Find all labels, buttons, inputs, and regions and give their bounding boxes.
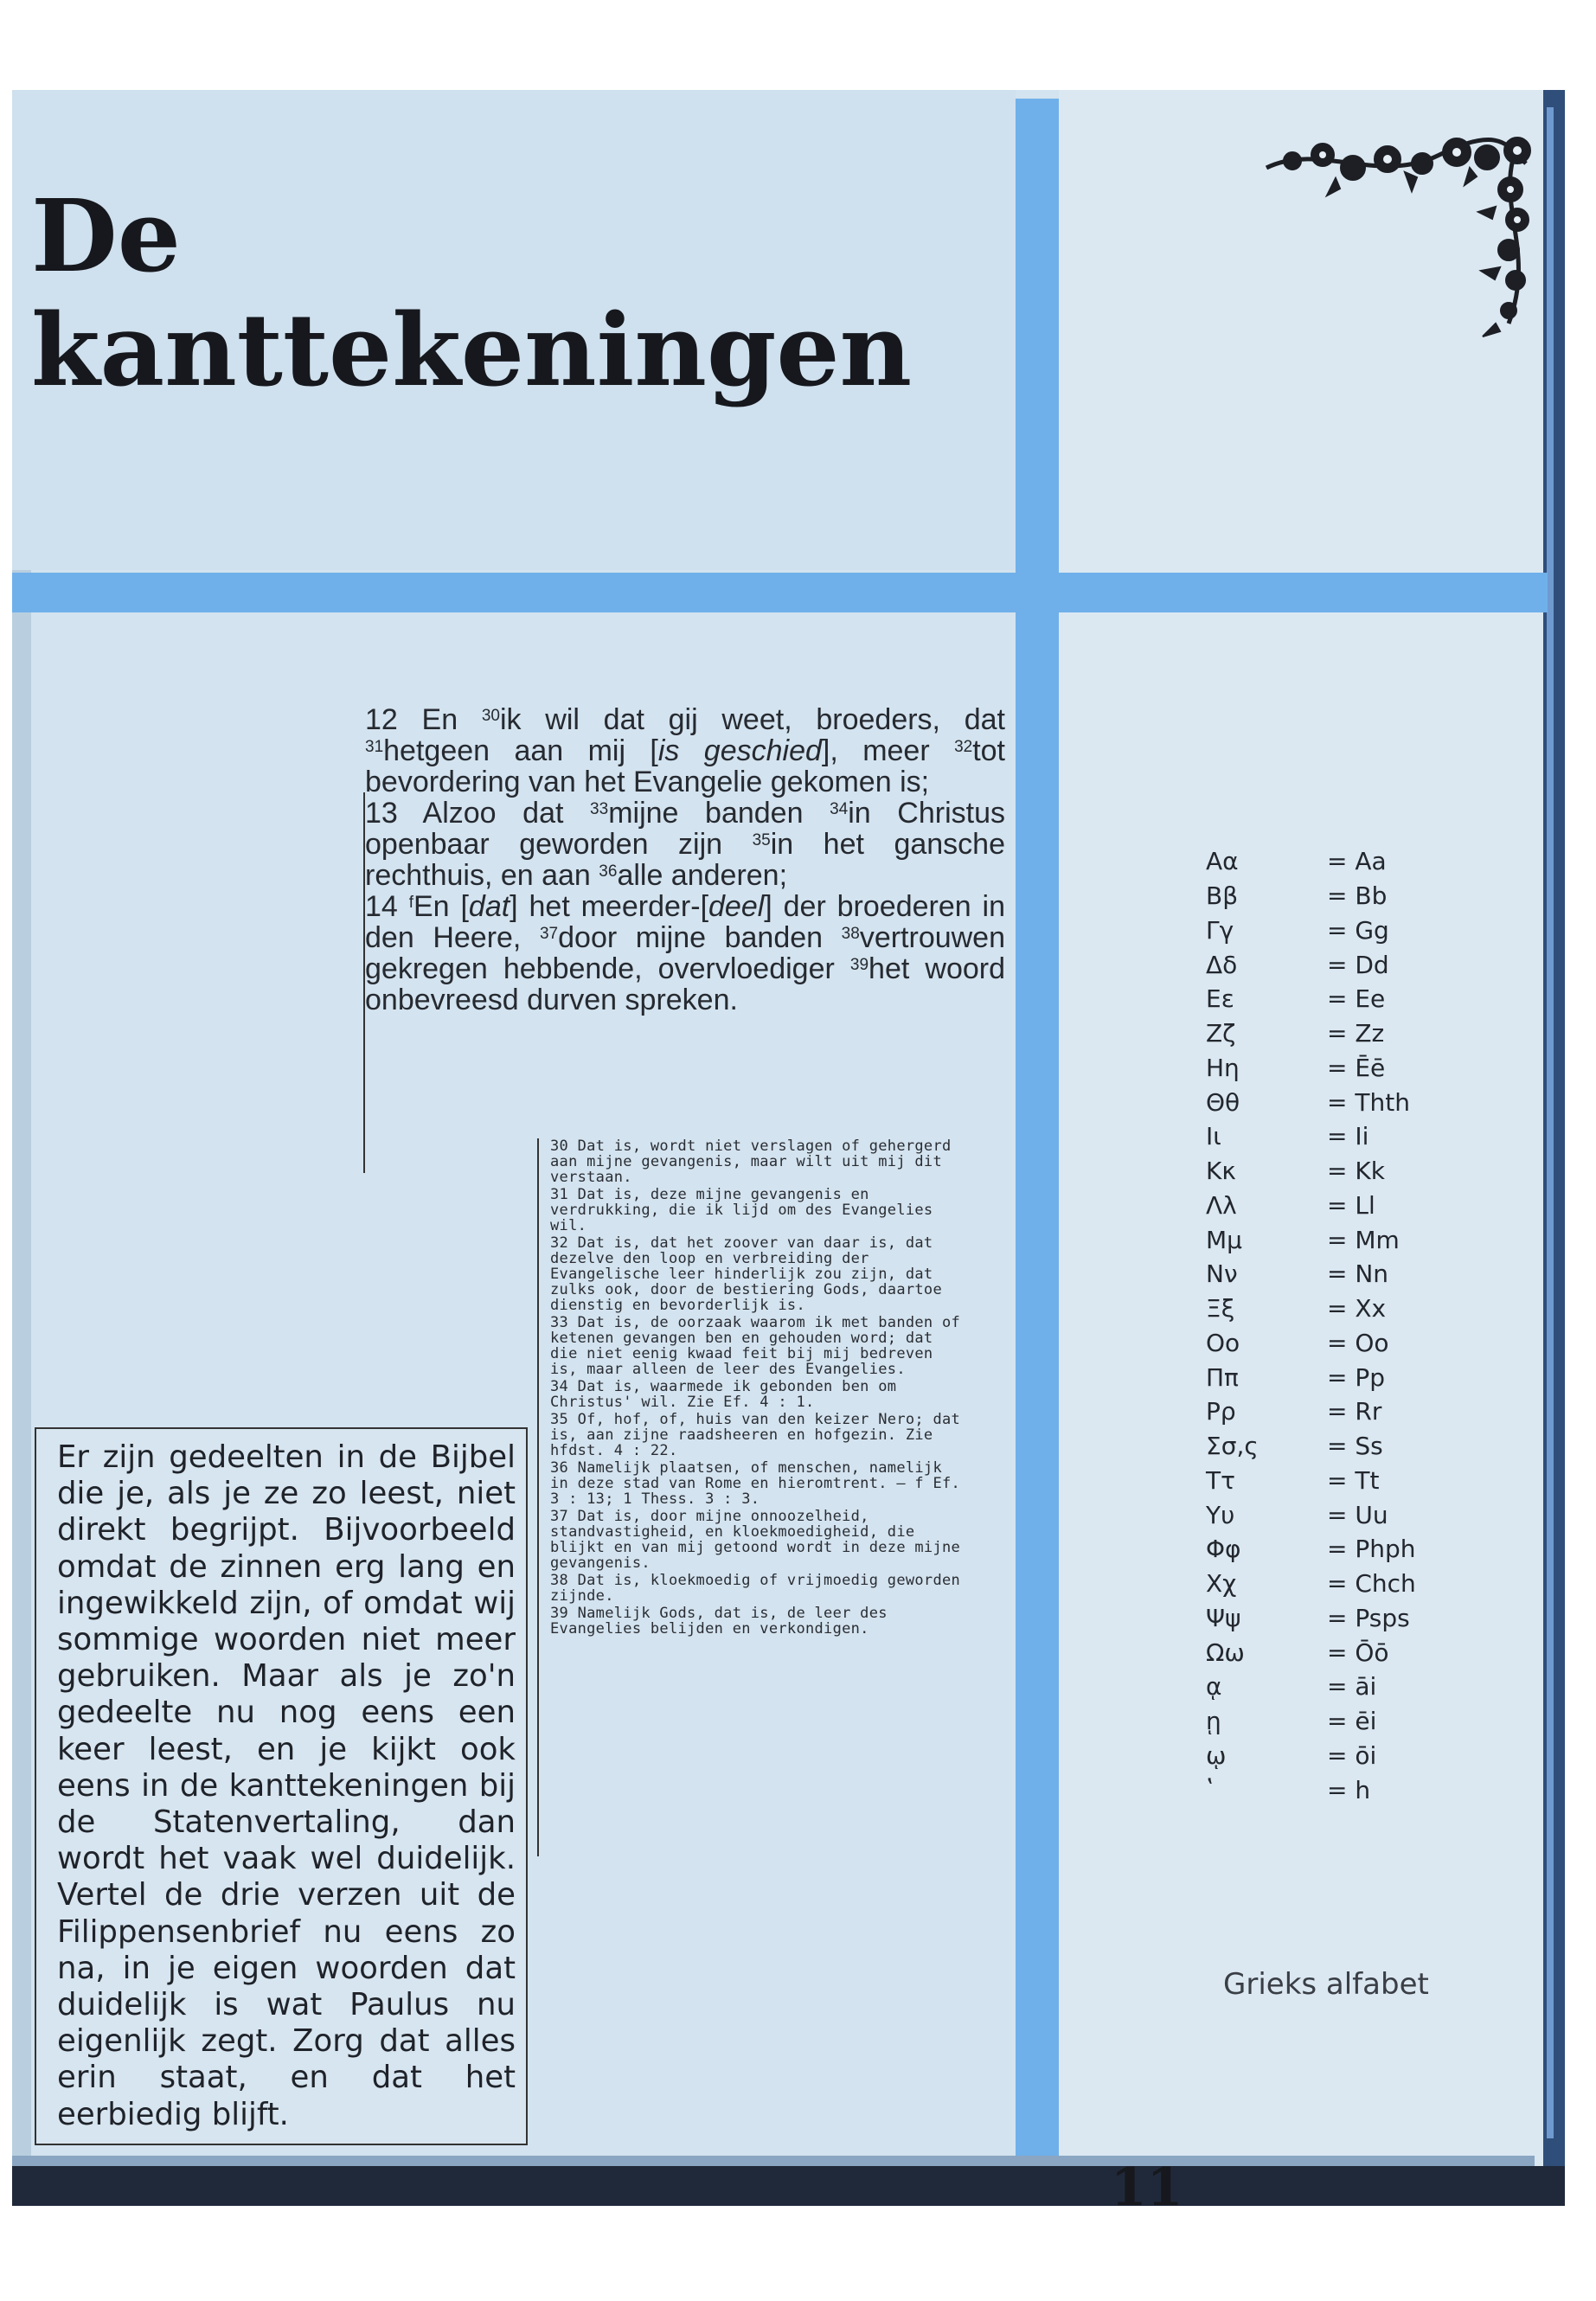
magazine-page — [12, 90, 1565, 2206]
greek-row: Ηη = Ēē — [1206, 1053, 1386, 1082]
title-line-2: kanttekeningen — [31, 292, 913, 409]
greek-row: Ιι = Ii — [1206, 1122, 1369, 1151]
greek-row: Εε = Ee — [1206, 984, 1386, 1014]
greek-row: Οο = Oo — [1206, 1328, 1389, 1357]
assignment-text: Er zijn gedeelten in de Bijbel die je, als je ze zo leest, niet direkt begrijpt. Bijvoorbeeld omdat de zinnen erg lang en ingewikkeld zijn, of omdat wij sommige woorden niet meer gebruiken. Maar als je zo'n gedeelte nu nog eens een keer leest, en je kijkt ook eens in de kanttekeningen bij de Statenvertaling, dan wordt het vaak wel duidelijk. Vertel de drie verzen uit de Filippensenbrief nu eens zo na, in je eigen woorden dat duidelijk is wat Paulus nu eigenlijk zegt. Zorg dat alles erin staat, en dat het eerbiedig blijft. — [57, 1439, 516, 2132]
greek-alphabet-caption: Grieks alfabet — [1223, 1967, 1429, 2002]
floral-corner-ornament-icon — [1258, 125, 1535, 345]
greek-row: Κκ = Kk — [1206, 1157, 1385, 1186]
greek-row: Γγ = Gg — [1206, 915, 1389, 945]
note-32: 32 Dat is, dat het zoover van daar is, dat dezelve den loop en verbreiding der Evangelische leer hinderlijk zou zijn, dat zulks ook, door de bestiering Gods, daartoe dienstig en bevorderlijk is. — [550, 1234, 942, 1314]
greek-row: Ππ = Pp — [1206, 1362, 1386, 1392]
greek-row: Ψψ = Psps — [1206, 1603, 1410, 1632]
page-number: 11 — [1111, 2157, 1183, 2206]
greek-alphabet-table — [1206, 844, 1457, 1807]
greek-row: ῃ = ēi — [1206, 1707, 1377, 1736]
horizontal-cross-bar — [12, 573, 1548, 612]
greek-row: Ωω = Ōō — [1206, 1638, 1389, 1667]
greek-row: Σσ,ς = Ss — [1206, 1432, 1383, 1461]
greek-row: Μμ = Mm — [1206, 1225, 1400, 1254]
greek-row: Φφ = Phph — [1206, 1535, 1416, 1564]
kanttekeningen-notes — [550, 1138, 967, 1638]
note-36: 36 Namelijk plaatsen, of menschen, namelijk in deze stad van Rome en hieromtrent. — f Ef. 3 : 13; 1 Thess. 3 : 3. — [550, 1459, 961, 1508]
greek-row: Ττ = Tt — [1206, 1465, 1380, 1495]
title-line-1: De — [31, 178, 181, 295]
note-38: 38 Dat is, kloekmoedig of vrijmoedig geworden zijnde. — [550, 1572, 961, 1605]
note-33: 33 Dat is, de oorzaak waarom ik met banden of ketenen gevangen ben en gehouden word; dat die niet eenig kwaad feit bij mij bedreven is, maar alleen de leer des Evangelies. — [550, 1314, 961, 1378]
page-title — [31, 180, 912, 408]
greek-row: Ξξ = Xx — [1206, 1294, 1387, 1324]
greek-row: Νν = Nn — [1206, 1259, 1389, 1289]
verse-14: 14 $^f$En [dat] het meerder-[deel] der broederen in den Heere, $^{37}$door mijne banden $^{38}$vertrouwen gekregen hebbende, overvloediger $^{39}$het woord onbevreesd durven spreken. — [365, 890, 1006, 1016]
notes-rule — [537, 1138, 539, 1856]
greek-row: Ρρ = Rr — [1206, 1397, 1382, 1426]
greek-row: Ζζ = Zz — [1206, 1019, 1385, 1048]
greek-row: Δδ = Dd — [1206, 950, 1389, 979]
note-30: 30 Dat is, wordt niet verslagen of gehergerd aan mijne gevangenis, maar wilt uit mij dit verstaan. — [550, 1138, 952, 1186]
scripture-passage — [365, 704, 1005, 1016]
greek-row: Χχ = Chch — [1206, 1569, 1416, 1599]
greek-row: Υυ = Uu — [1206, 1500, 1388, 1529]
greek-row: Ββ = Bb — [1206, 881, 1388, 911]
note-34: 34 Dat is, waarmede ik gebonden ben om Christus' wil. Zie Ef. 4 : 1. — [550, 1378, 897, 1411]
greek-row: ᾳ = āi — [1206, 1672, 1377, 1702]
note-31: 31 Dat is, deze mijne gevangenis en verdrukking, die ik lijd om des Evangelies wil. — [550, 1186, 933, 1234]
greek-row: Λλ = Ll — [1206, 1190, 1375, 1220]
note-35: 35 Of, hof, of, huis van den keizer Nero; dat is, aan zijne raadsheeren en hofgezin. Zie hfdst. 4 : 22. — [550, 1411, 961, 1459]
greek-row: Θθ = Thth — [1206, 1087, 1410, 1117]
bottom-band — [12, 2166, 1565, 2206]
note-39: 39 Namelijk Gods, dat is, de leer des Evangelies belijden en verkondigen. — [550, 1605, 888, 1638]
right-edge-stripe — [1547, 107, 1554, 2138]
vertical-cross-bar — [1016, 99, 1059, 2157]
note-37: 37 Dat is, door mijne onnoozelheid, standvastigheid, en kloekmoedigheid, die blijkt en van mij getoond wordt in deze mijne gevangenis. — [550, 1508, 961, 1572]
greek-row: Αα = Aa — [1206, 847, 1387, 876]
greek-row: ῳ = ōi — [1206, 1740, 1377, 1770]
greek-row: ʽ = h — [1206, 1775, 1371, 1804]
assignment-box — [35, 1427, 528, 2145]
verse-13: 13 Alzoo dat $^{33}$mijne banden $^{34}$in Christus openbaar geworden zijn $^{35}$in het gansche rechthuis, en aan $^{36}$alle anderen; — [365, 797, 1005, 892]
bottom-stripe — [12, 2156, 1535, 2166]
verse-12: 12 En $^{30}$ik wil dat gij weet, broeders, dat $^{31}$hetgeen aan mij [is geschied], meer $^{32}$tot bevordering van het Evangelie gekomen is; — [365, 703, 1006, 798]
